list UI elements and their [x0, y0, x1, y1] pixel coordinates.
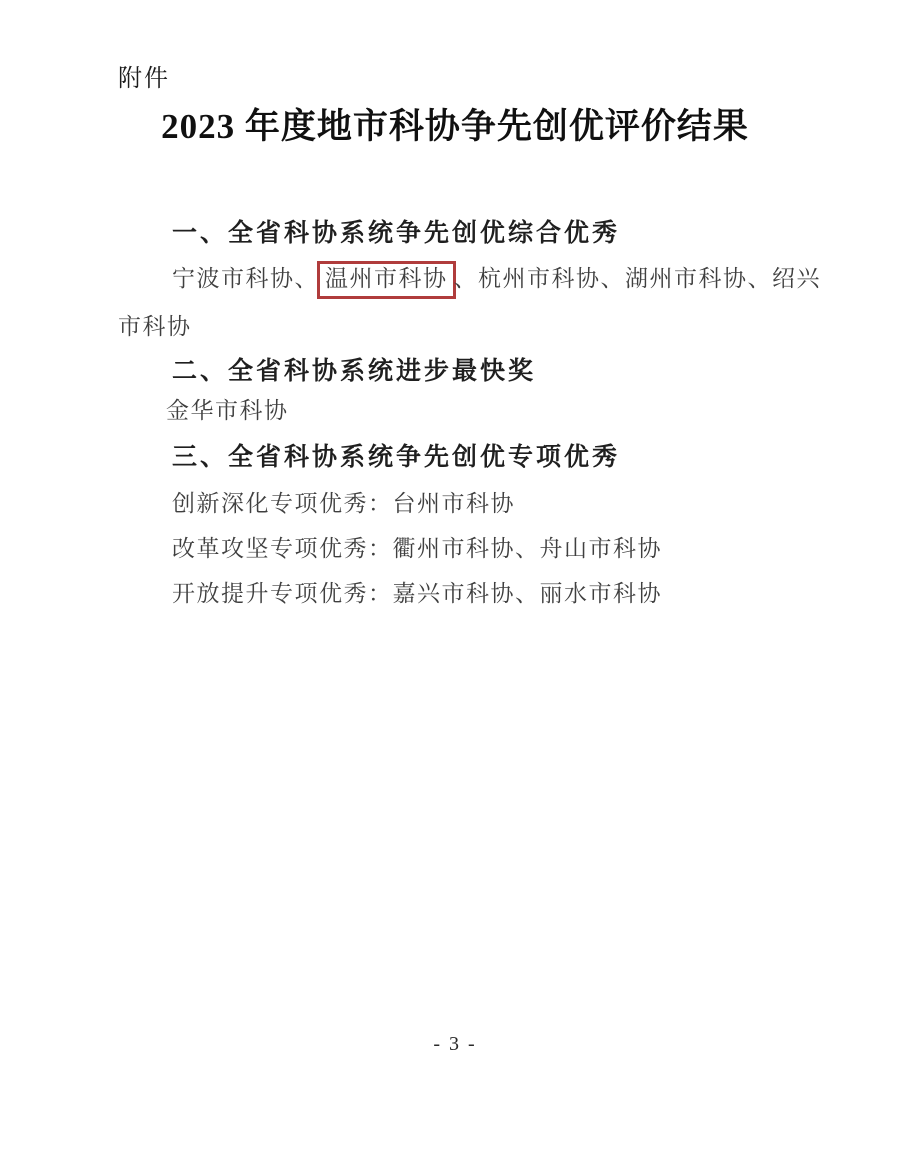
section-3-item-innovation: 创新深化专项优秀：台州市科协	[172, 491, 515, 516]
winners-before-highlight: 宁波市科协、	[172, 266, 319, 291]
section-3-item-reform: 改革攻坚专项优秀：衢州市科协、舟山市科协	[172, 536, 662, 561]
section-3-heading: 三、全省科协系统争先创优专项优秀	[172, 443, 621, 471]
section-1-body-line-2: 市科协	[118, 314, 192, 339]
section-3-item-opening: 开放提升专项优秀：嘉兴市科协、丽水市科协	[172, 581, 662, 606]
winners-after-highlight: 、杭州市科协、湖州市科协、绍兴	[453, 266, 821, 291]
attachment-label: 附件	[118, 65, 170, 92]
section-2-body: 金华市科协	[166, 398, 289, 423]
section-2-heading: 二、全省科协系统进步最快奖	[172, 357, 537, 385]
document-title: 2023 年度地市科协争先创优评价结果	[161, 107, 749, 146]
page-number: - 3 -	[433, 1033, 477, 1055]
section-1-body-line-1	[172, 261, 821, 299]
section-1-heading: 一、全省科协系统争先创优综合优秀	[172, 219, 621, 247]
highlight-box-wenzhou: 温州市科协	[317, 261, 456, 299]
